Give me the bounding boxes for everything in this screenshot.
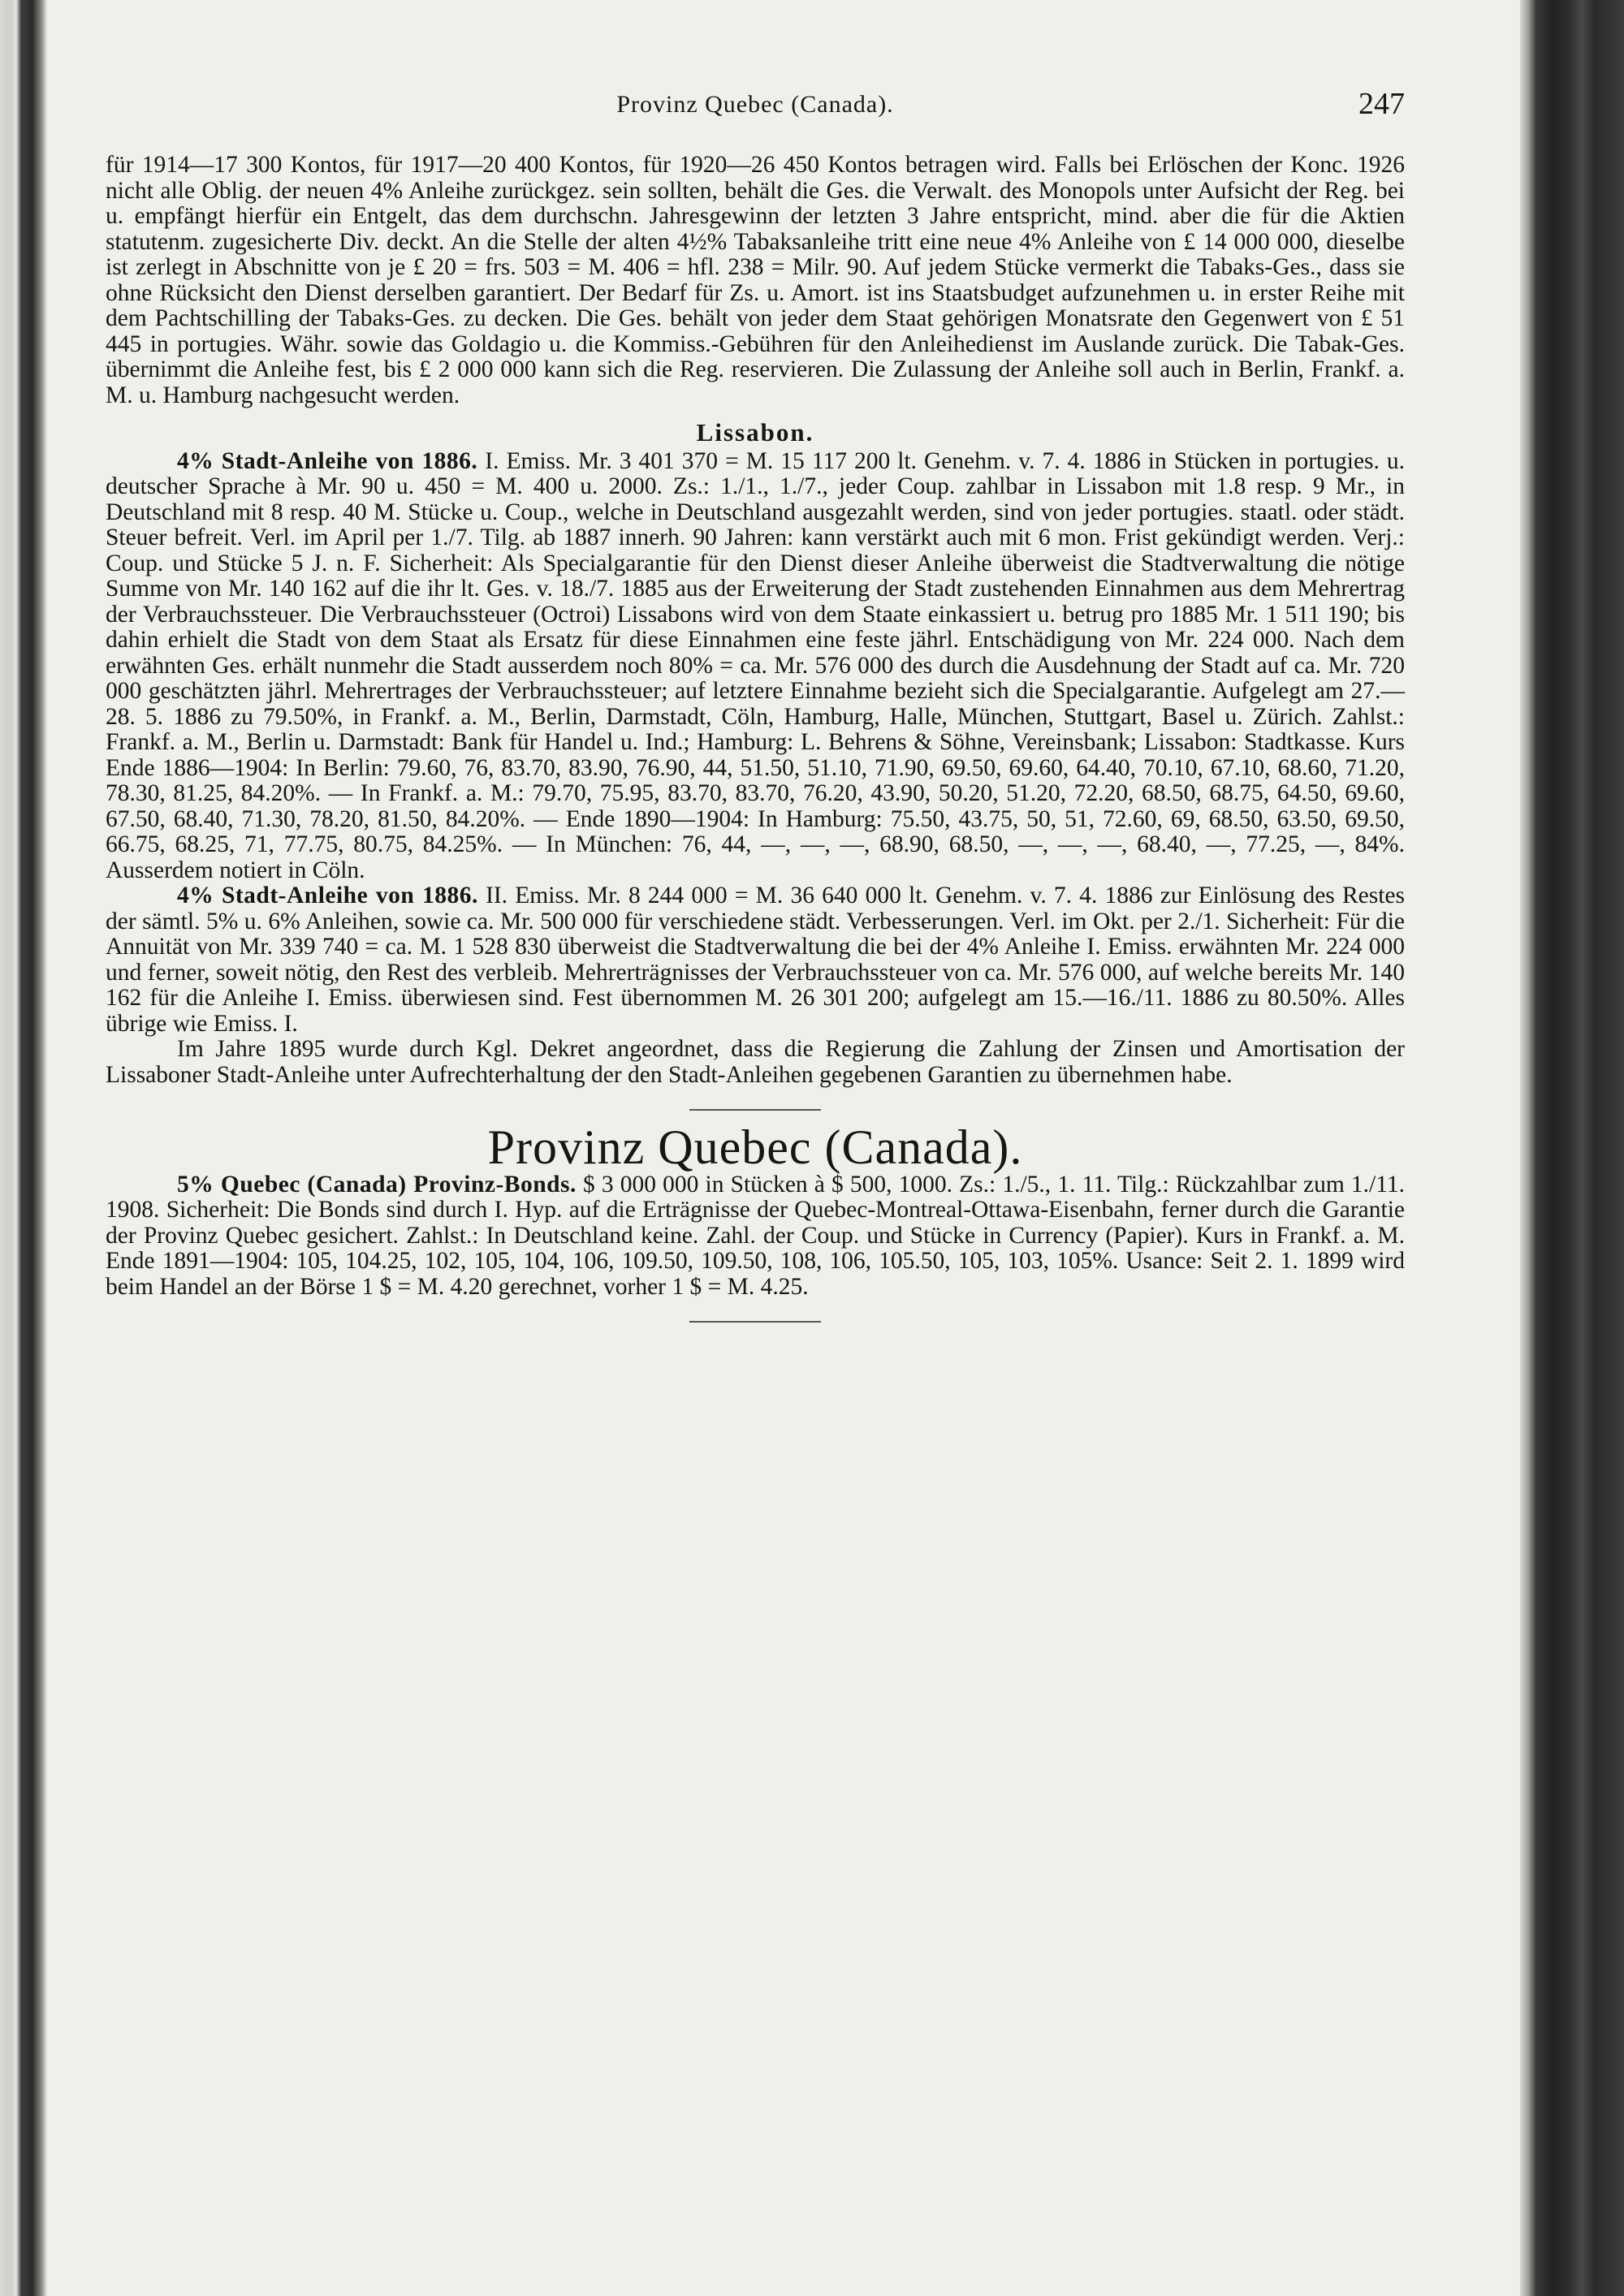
page-body	[106, 153, 1405, 1344]
lisbon-heading: Lissabon.	[696, 418, 814, 447]
quebec-section-heading: Provinz Quebec (Canada).	[487, 1120, 1023, 1174]
running-title: Provinz Quebec (Canada).	[616, 91, 894, 118]
lisbon-loan-2-entry	[106, 883, 1405, 1037]
lisbon-loan-1-text: I. Emiss. Mr. 3 401 370 = M. 15 117 200 lt. Genehm. v. 7. 4. 1886 in Stücken in portugies. u. deutscher Sprache à Mr. 90 u. 450 = M. 400 u. 2000. Zs.: 1./1., 1./7., jeder Coup. zahlbar in Lissabon mit 1.8 resp. 9 Mr., in Deutschland mit 8 resp. 40 M. Stücke u. Coup., welche in Deutschland ausgezahlt werden, sind von jeder portugies. staatl. oder städt. Steuer befreit. Verl. im April per 1./7. Tilg. ab 1887 innerh. 90 Jahren: kann verstärkt auch mit 6 mon. Frist gekündigt werden. Verj.: Coup. und Stücke 5 J. n. F. Sicherheit: Als Specialgarantie für den Dienst dieser Anleihe überweist die Stadtverwaltung die nötige Summe von Mr. 140 162 auf die ihr lt. Ges. v. 18./7. 1885 aus der Erweiterung der Stadt zustehenden Einnahmen aus dem Mehrertrag der Verbrauchssteuer. Die Verbrauchssteuer (Octroi) Lissabons wird von dem Staate einkassiert u. betrug pro 1885 Mr. 1 511 190; bis dahin erhielt die Stadt von dem Staat als Ersatz für diese Einnahmen eine feste jährl. Entschädigung von Mr. 224 000. Nach dem erwähnten Ges. erhält nunmehr die Stadt ausserdem noch 80% = ca. Mr. 576 000 des durch die Ausdehnung der Stadt auf ca. Mr. 720 000 geschätzten jährl. Mehrertrages der Verbrauchssteuer; auf letztere Einnahme bezieht sich die Specialgarantie. Aufgelegt am 27.—28. 5. 1886 zu 79.50%, in Frankf. a. M., Berlin, Darmstadt, Cöln, Hamburg, Halle, München, Stuttgart, Basel u. Zürich. Zahlst.: Frankf. a. M., Berlin u. Darmstadt: Bank für Handel u. Ind.; Hamburg: L. Behrens & Söhne, Vereinsbank; Lissabon: Stadtkasse. Kurs Ende 1886—1904: In Berlin: 79.60, 76, 83.70, 83.90, 76.90, 44, 51.50, 51.10, 71.90, 69.50, 69.60, 64.40, 70.10, 67.10, 68.60, 71.20, 78.30, 81.25, 84.20%. — In Frankf. a. M.: 79.70, 75.95, 83.70, 83.70, 76.20, 43.90, 50.20, 51.20, 72.20, 68.50, 68.75, 64.50, 69.60, 67.50, 68.40, 71.30, 78.20, 81.50, 84.20%. — Ende 1890—1904: In Hamburg: 75.50, 43.75, 50, 51, 72.60, 69, 68.50, 63.50, 69.50, 66.75, 68.25, 71, 77.75, 80.75, 84.25%. — In München: 76, 44, —, —, —, 68.90, 68.50, —, —, —, 68.40, —, 77.25, —, 84%. Ausserdem notiert in Cöln.	[106, 447, 1406, 883]
scan-left-edge	[0, 0, 47, 2296]
lisbon-loan-1-title: 4% Stadt-Anleihe von 1886.	[177, 447, 478, 474]
quebec-bond-text: $ 3 000 000 in Stücken à $ 500, 1000. Zs.: 1./5., 1. 11. Tilg.: Rückzahlbar zum 1./11. 1908. Sicherheit: Die Bonds sind durch I. Hyp. auf die Erträgnisse der Quebec-Montreal-Ottawa-Eisenbahn, ferner durch die Garantie der Provinz Quebec gesichert. Zahlst.: In Deutschland keine. Zahl. der Coup. und Stücke in Currency (Papier). Kurs in Frankf. a. M. Ende 1891—1904: 105, 104.25, 102, 105, 104, 106, 109.50, 109.50, 108, 106, 105.50, 105, 103, 105%. Usance: Seit 2. 1. 1899 wird beim Handel an der Börse 1 $ = M. 4.20 gerechnet, vorher 1 $ = M. 4.25.	[106, 1171, 1405, 1300]
lisbon-loan-1-entry	[106, 449, 1405, 884]
lisbon-loan-2-title: 4% Stadt-Anleihe von 1886.	[177, 883, 478, 908]
running-head	[106, 87, 1405, 123]
quebec-bond-entry	[106, 1172, 1405, 1301]
lisbon-loan-2-text: II. Emiss. Mr. 8 244 000 = M. 36 640 000 lt. Genehm. v. 7. 4. 1886 zur Einlösung des Restes der sämtl. 5% u. 6% Anleihen, sowie ca. Mr. 500 000 für verschiedene städt. Verbesserungen. Verl. im Okt. per 2./1. Sicherheit: Für die Annuität von Mr. 339 740 = ca. M. 1 528 830 überweist die Stadtverwaltung die bei der 4% Anleihe I. Emiss. erwähnten Mr. 224 000 und ferner, soweit nötig, den Rest des verbleib. Mehrerträgnisses der Verbrauchssteuer von ca. Mr. 576 000, auf welche bereits Mr. 140 162 für die Anleihe I. Emiss. überwiesen sind. Fest übernommen M. 26 301 200; aufgelegt am 15.—16./11. 1886 zu 80.50%. Alles übrige wie Emiss. I.	[106, 883, 1405, 1037]
lisbon-decree-paragraph: Im Jahre 1895 wurde durch Kgl. Dekret angeordnet, dass die Regierung die Zahlung der Zinsen und Amortisation der Lissaboner Stadt-Anleihe unter Aufrechterhaltung der den Stadt-Anleihen gegebenen Garantien zu übernehmen habe.	[106, 1036, 1405, 1088]
end-divider	[689, 1321, 821, 1323]
page-number: 247	[1358, 87, 1405, 121]
continuation-paragraph: für 1914—17 300 Kontos, für 1917—20 400 Kontos, für 1920—26 450 Kontos betragen wird. Falls bei Erlöschen der Konc. 1926 nicht alle Oblig. der neuen 4% Anleihe zurückgez. sein sollten, behält die Ges. die Verwalt. des Monopols unter Aufsicht der Reg. bei u. empfängt hierfür ein Entgelt, das dem durchschn. Jahresgewinn der letzten 3 Jahre entspricht, mind. aber die für die Aktien statutenm. zugesicherte Div. deckt. An die Stelle der alten 4½% Tabaksanleihe tritt eine neue 4% Anleihe von £ 14 000 000, dieselbe ist zerlegt in Abschnitte von je £ 20 = frs. 503 = M. 406 = hfl. 238 = Milr. 90. Auf jedem Stücke vermerkt die Tabaks-Ges., dass sie ohne Rücksicht den Dienst derselben garantiert. Der Bedarf für Zs. u. Amort. ist ins Staatsbudget aufzunehmen u. in erster Reihe mit dem Pachtschilling der Tabaks-Ges. zu decken. Die Ges. behält von jeder dem Staat gehörigen Monatsrate den Gegenwert von £ 51 445 in portugies. Währ. sowie das Goldagio u. die Kommiss.-Gebühren für den Anleihedienst im Auslande zurück. Die Tabak-Ges. übernimmt die Anleihe fest, bis £ 2 000 000 kann sich die Reg. reservieren. Die Zulassung der Anleihe soll auch in Berlin, Frankf. a. M. u. Hamburg nachgesucht werden.	[106, 152, 1405, 408]
book-page	[106, 0, 1405, 2296]
scan-right-edge	[1520, 0, 1624, 2296]
section-divider	[689, 1109, 821, 1111]
quebec-bond-title: 5% Quebec (Canada) Provinz-Bonds.	[177, 1171, 577, 1198]
